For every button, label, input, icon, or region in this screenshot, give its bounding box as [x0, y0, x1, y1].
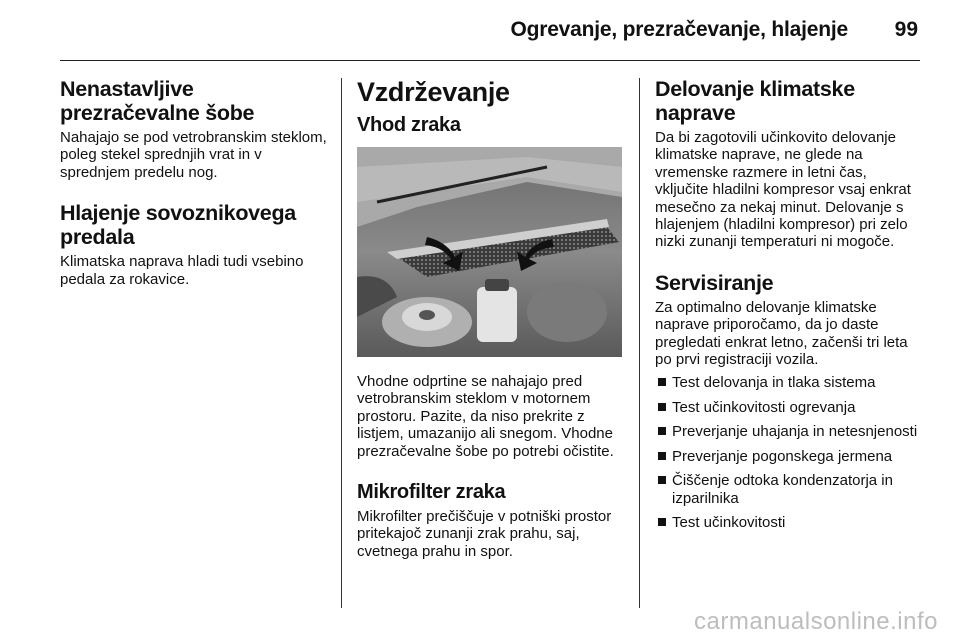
square-bullet-icon — [658, 452, 666, 460]
square-bullet-icon — [658, 427, 666, 435]
square-bullet-icon — [658, 518, 666, 526]
heading-fixed-vents: Nenastavljive prezračevalne šobe — [60, 77, 255, 125]
column-middle — [357, 77, 625, 560]
list-item: Test učinkovitosti — [655, 514, 923, 531]
text-servicing: Za optimalno delovanje klimatske naprave priporočamo, da jo daste pregledati enkrat letno, začenši tri leta po prvi registraciji vozila. — [655, 298, 908, 369]
text-ac-operation: Da bi zagotovili učinkovito delovanje klimatske naprave, ne glede na vremenske razmere in letni čas, vključite hladilni kompresor vsaj enkrat mesečno za nekaj minut. Delovanje s hlajenjem (hladilni kompresor) pri zelo nizki zunanji temperaturi ni mogoče. — [655, 129, 911, 251]
column-divider — [639, 78, 640, 608]
heading-air-intake: Vhod zraka — [357, 114, 461, 136]
header-title: Ogrevanje, prezračevanje, hlajenje — [510, 18, 848, 41]
square-bullet-icon — [658, 403, 666, 411]
list-item: Test delovanja in tlaka sistema — [655, 374, 923, 391]
text-fixed-vents: Nahajajo se pod vetrobranskim steklom, poleg stekel sprednjih vrat in v sprednjem predelu nog. — [60, 129, 327, 181]
heading-ac-operation: Delovanje klimatske naprave — [655, 77, 855, 125]
column-left — [60, 77, 330, 288]
square-bullet-icon — [658, 476, 666, 484]
square-bullet-icon — [658, 378, 666, 386]
section-title-maintenance: Vzdrževanje — [357, 77, 510, 107]
list-item: Preverjanje uhajanja in netesnjenosti — [655, 423, 923, 440]
text-air-intake: Vhodne odprtine se nahajajo pred vetrobranskim steklom v motornem prostoru. Pazite, da niso prekrite z listjem, umazanijo ali snegom. Vhodne prezračevalne šobe po potrebi očistite. — [357, 373, 614, 460]
heading-servicing: Servisiranje — [655, 270, 774, 295]
page-header — [60, 0, 920, 61]
column-divider — [341, 78, 342, 608]
watermark[interactable]: carmanualsonline.info — [694, 608, 938, 635]
list-item: Čiščenje odtoka kondenzatorja in izparilnika — [655, 472, 923, 507]
service-list — [655, 374, 923, 531]
column-right — [655, 77, 923, 538]
air-intake-photo — [357, 147, 622, 357]
heading-microfilter: Mikrofilter zraka — [357, 481, 506, 504]
list-item: Test učinkovitosti ogrevanja — [655, 399, 923, 416]
text-glovebox-cooling: Klimatska naprava hladi tudi vsebino pedala za rokavice. — [60, 253, 304, 288]
page-number: 99 — [894, 18, 918, 41]
list-item: Preverjanje pogonskega jermena — [655, 448, 923, 465]
text-microfilter: Mikrofilter prečiščuje v potniški prostor pritekajoč zunanji zrak prahu, saj, cvetnega prahu in spor. — [357, 508, 612, 560]
heading-glovebox-cooling: Hlajenje sovoznikovega predala — [60, 201, 296, 250]
